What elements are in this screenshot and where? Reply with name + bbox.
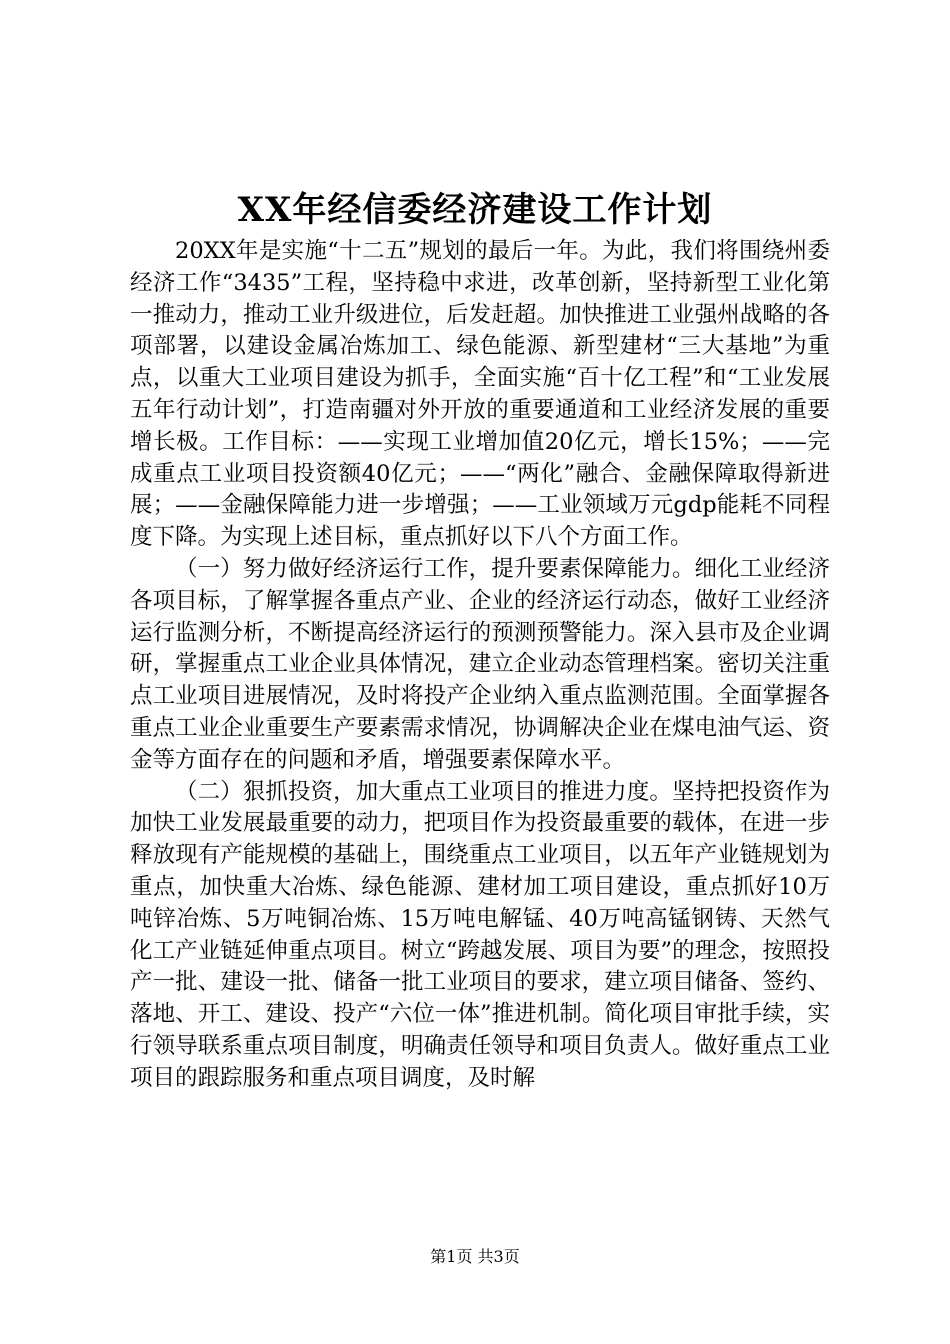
paragraph-intro: 20XX年是实施“十二五”规划的最后一年。为此，我们将围绕州委经济工作“3435”工程，坚持稳中求进，改革创新，坚持新型工业化第一推动力，推动工业升级进位，后发赶超。加快推进工业强州战略的各项部署，以建设金属冶炼加工、绿色能源、新型建材“三大基地”为重点，以重大工业项目建设为抓手，全面实施“百十亿工程”和“工业发展五年行动计划”，打造南疆对外开放的重要通道和工业经济发展的重要增长极。工作目标：——实现工业增加值20亿元，增长15%；——完成重点工业项目投资额40亿元；——“两化”融合、金融保障取得新进展；——金融保障能力进一步增强；——工业领域万元gdp能耗不同程度下降。为实现上述目标，重点抓好以下八个方面工作。 — [130, 238, 830, 551]
body-text — [130, 236, 830, 1095]
paragraph-section-2: （二）狠抓投资，加大重点工业项目的推进力度。坚持把投资作为加快工业发展最重要的动力，把项目作为投资最重要的载体，在进一步释放现有产能规模的基础上，围绕重点工业项目，以五年产业链规划为重点，加快重大冶炼、绿色能源、建材加工项目建设，重点抓好10万吨锌冶炼、5万吨铜冶炼、15万吨电解锰、40万吨高锰钢铸、天然气化工产业链延伸重点项目。树立“跨越发展、项目为要”的理念，按照投产一批、建设一批、储备一批工业项目的要求，建立项目储备、签约、落地、开工、建设、投产“六位一体”推进机制。简化项目审批手续，实行领导联系重点项目制度，明确责任领导和项目负责人。做好重点工业项目的跟踪服务和重点项目调度，及时解 — [130, 778, 830, 1091]
page-footer: 第1页 共3页 — [430, 1247, 520, 1266]
paragraph-section-1: （一）努力做好经济运行工作，提升要素保障能力。细化工业经济各项目标，了解掌握各重点产业、企业的经济运行动态，做好工业经济运行监测分析，不断提高经济运行的预测预警能力。深入县市及企业调研，掌握重点工业企业具体情况，建立企业动态管理档案。密切关注重点工业项目进展情况，及时将投产企业纳入重点监测范围。全面掌握各重点工业企业重要生产要素需求情况，协调解决企业在煤电油气运、资金等方面存在的问题和矛盾，增强要素保障水平。 — [130, 555, 830, 773]
page-title: XX年经信委经济建设工作计划 — [237, 190, 713, 230]
